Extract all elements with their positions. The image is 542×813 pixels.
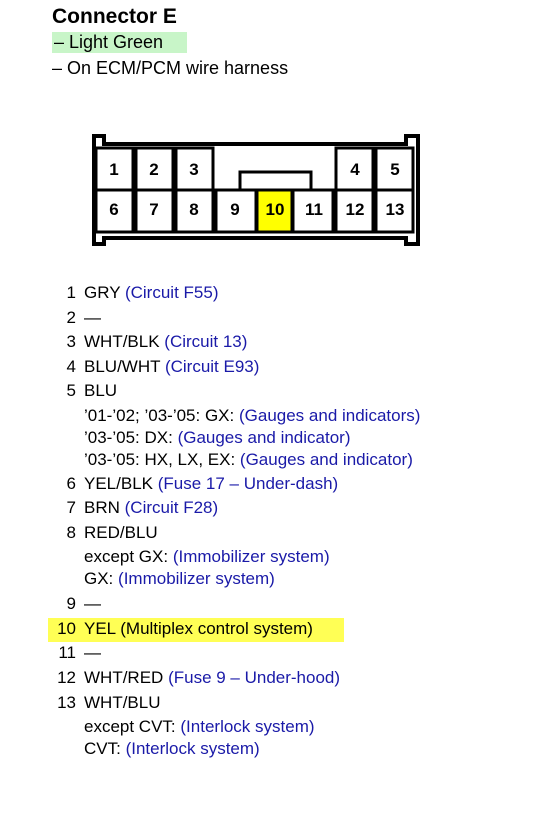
circuit-link[interactable]: (Immobilizer system) [118,569,275,589]
pin-label-6: 6 [109,200,119,219]
variant-label: ’01-’02; ’03-’05: GX: [84,405,235,425]
pin-number: 12 [57,667,76,687]
pin-row-7 [0,497,542,522]
pin-row-1 [0,282,542,307]
pin-sub-row [0,738,542,760]
pin-row-3 [0,331,542,356]
pin-label-10: 10 [265,200,285,219]
circuit-link[interactable]: (Circuit F55) [124,283,219,302]
pin-label-11: 11 [305,200,323,219]
pin-number: 2 [66,307,76,327]
pin-row-2 [0,307,542,332]
circuit-link[interactable]: (Circuit E93) [164,356,260,376]
pin-label-5: 5 [390,160,400,179]
pin-sub-row [0,405,542,427]
pin-sub-row [0,546,542,568]
pin-number: 4 [66,356,76,376]
variant-label: GX: [84,569,114,589]
wire-color: BLU [84,381,118,401]
wire-color: — [84,594,101,614]
connector-diagram [92,134,422,248]
pin-label-3: 3 [189,160,199,179]
pin-row-5 [0,380,542,405]
connector-location: – On ECM/PCM wire harness [52,58,289,78]
pin-row-11 [0,642,542,667]
pin-list [0,282,542,760]
pin-label-4: 4 [350,160,360,179]
pin-number: 11 [58,643,76,663]
circuit-link[interactable]: (Fuse 9 – Under-hood) [168,667,341,687]
page-title: Connector E [52,5,177,28]
variant-label: except CVT: [84,717,176,737]
variant-label: ’03-’05: DX: [84,427,173,447]
pin-row-9 [0,593,542,618]
circuit-link[interactable]: (Fuse 17 – Under-dash) [157,473,339,493]
pin-number: 7 [66,498,76,518]
pin-number: 6 [66,473,76,493]
pin-sub-row [0,568,542,593]
wire-color: BRN [84,498,120,518]
pin-number: 13 [57,692,76,712]
pin-row-4 [0,356,542,381]
variant-label: CVT: [84,738,121,758]
wire-color: RED/BLU [84,522,158,542]
circuit-link[interactable]: (Interlock system) [180,717,315,737]
pin-number: 5 [66,381,76,401]
connector-bottom-row [96,190,413,232]
pin-label-1: 1 [109,160,119,179]
pin-number: 1 [66,283,76,302]
circuit-link[interactable]: (Immobilizer system) [172,547,330,567]
pin-number: 9 [66,594,76,614]
pin-number: 8 [66,522,76,542]
circuit-link[interactable]: (Circuit 13) [164,332,248,352]
pin-row-12 [0,667,542,692]
pin-label-7: 7 [149,200,159,219]
circuit-link[interactable]: (Gauges and indicator) [177,427,351,447]
pin-number: 3 [66,332,76,352]
connector-color: – Light Green [52,32,187,53]
pin-label-8: 8 [189,200,199,219]
wire-color: BLU/WHT [84,356,161,376]
pin-label-9: 9 [230,200,240,219]
pin-row-10 [0,618,542,643]
pin-number: 10 [57,618,76,638]
wire-color: WHT/RED [84,667,164,687]
circuit-link[interactable]: (Gauges and indicators) [238,405,421,425]
variant-label: ’03-’05: HX, LX, EX: [84,449,236,469]
pin-sub-row [0,716,542,738]
pin-sub-row [0,427,542,449]
wire-color: — [84,643,101,663]
wire-color: YEL/BLK [84,473,153,493]
pin-row-6 [0,473,542,498]
circuit-link[interactable]: (Interlock system) [125,738,260,758]
wire-color: — [84,307,101,327]
pin-row-8 [0,522,542,547]
circuit-link[interactable]: (Gauges and indicator) [239,449,413,469]
wire-color: WHT/BLU [84,692,161,712]
circuit-link[interactable]: (Multiplex control system) [120,618,313,638]
pin-label-12: 12 [345,200,365,219]
wire-color: YEL [84,618,116,638]
variant-label: except GX: [84,547,169,567]
wire-color: WHT/BLK [84,332,160,352]
circuit-link[interactable]: (Circuit F28) [124,498,219,518]
wire-color: GRY [84,283,121,302]
pin-label-2: 2 [149,160,159,179]
pin-sub-row [0,449,542,473]
pin-label-13: 13 [385,200,405,219]
pin-row-13 [0,692,542,717]
